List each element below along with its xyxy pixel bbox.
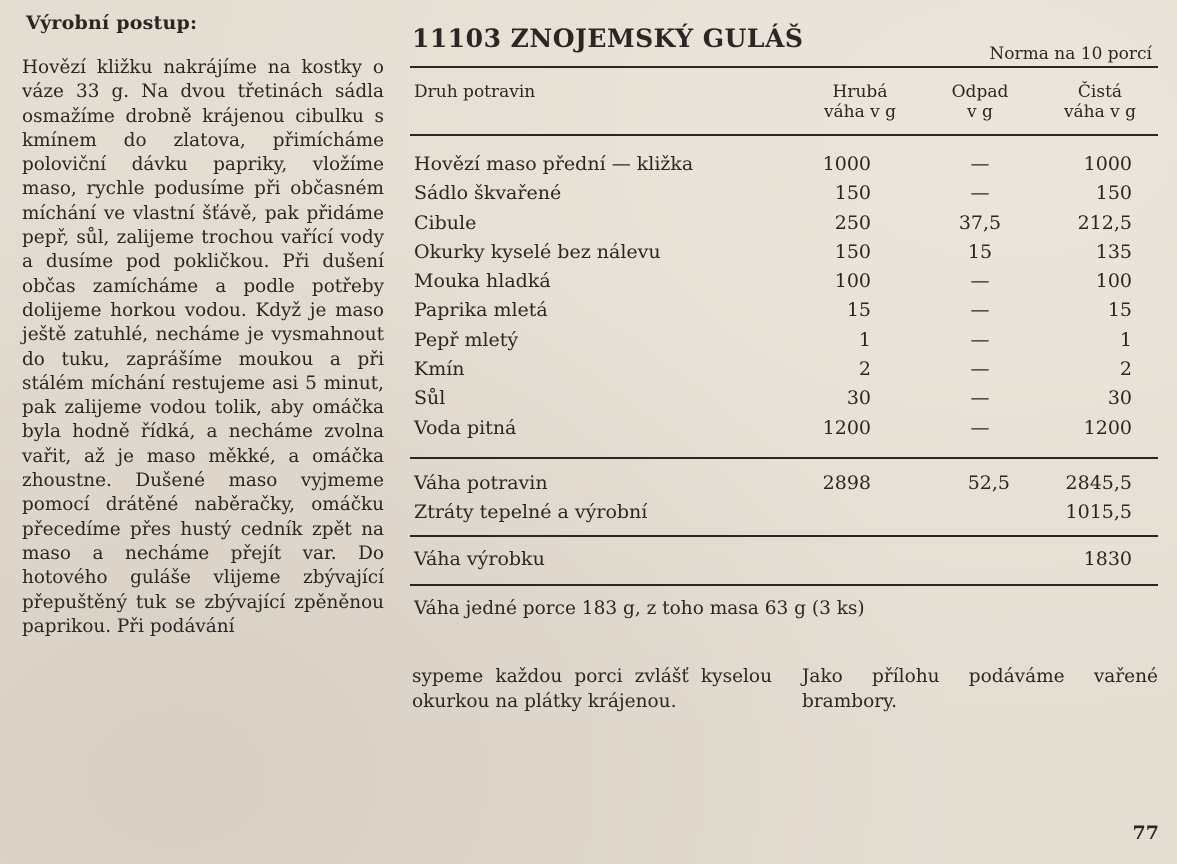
net-value: 212,5 xyxy=(1077,211,1132,234)
spacer xyxy=(410,527,1158,535)
gross-value: 1200 xyxy=(822,416,871,439)
header-net-line1: Čistá xyxy=(1077,82,1123,102)
spacer xyxy=(410,443,1158,457)
waste-value: — xyxy=(970,328,990,351)
gross-value: 30 xyxy=(846,387,871,410)
ingredient-name: Cibule xyxy=(414,211,477,234)
table-row xyxy=(410,267,1158,296)
ingredient-name: Hovězí maso přední — kližka xyxy=(414,153,694,175)
weight-ingredients-gross: 2898 xyxy=(822,471,871,494)
table-row xyxy=(410,384,1158,413)
net-value: 135 xyxy=(1095,240,1132,263)
table-row xyxy=(410,150,1158,179)
header-ingredient: Druh potravin xyxy=(414,82,536,102)
portion-weight: Váha jedné porce 183 g, z toho masa 63 g (3 ks) xyxy=(414,597,865,619)
net-value: 30 xyxy=(1107,387,1132,410)
table-row xyxy=(410,238,1158,267)
gross-value: 15 xyxy=(846,299,871,322)
losses-row xyxy=(410,498,1158,527)
portion-norm: Norma na 10 porcí xyxy=(989,44,1152,64)
waste-value: 15 xyxy=(967,240,993,263)
spacer xyxy=(410,537,1158,545)
gross-value: 2 xyxy=(858,358,871,381)
table-row xyxy=(410,414,1158,443)
net-value: 1 xyxy=(1119,328,1132,351)
table-row xyxy=(410,296,1158,325)
ingredient-name: Kmín xyxy=(414,358,465,381)
waste-value: 37,5 xyxy=(958,211,1002,234)
waste-value: — xyxy=(970,387,990,410)
waste-value: — xyxy=(970,182,990,205)
weight-ingredients-net: 2845,5 xyxy=(1065,471,1132,494)
net-value: 15 xyxy=(1107,299,1132,322)
ingredient-rows xyxy=(410,136,1158,443)
ingredient-name: Voda pitná xyxy=(414,416,517,439)
continuation-col1: sypeme každou porci zvlášť kyselou okurkou na plátky krájenou. xyxy=(412,666,772,712)
gross-value: 150 xyxy=(834,240,871,263)
header-waste-line1: Odpad xyxy=(951,82,1009,102)
waste-value: — xyxy=(970,153,990,175)
table-row xyxy=(410,209,1158,238)
header-waste-line2: v g xyxy=(967,102,993,122)
losses-net: 1015,5 xyxy=(1065,500,1132,523)
net-value: 1000 xyxy=(1083,153,1132,175)
header-net-line2: váha v g xyxy=(1063,102,1137,122)
net-value: 1200 xyxy=(1083,416,1132,439)
net-value: 100 xyxy=(1095,270,1132,293)
table-row xyxy=(410,179,1158,208)
losses-label: Ztráty tepelné a výrobní xyxy=(414,500,648,523)
recipe-title: 11103 ZNOJEMSKÝ GULÁŠ xyxy=(412,24,804,53)
continuation-col2: Jako přílohu podáváme vařené brambory. xyxy=(802,666,1158,712)
net-value: 150 xyxy=(1095,182,1132,205)
net-value: 2 xyxy=(1119,358,1132,381)
gross-value: 1 xyxy=(858,328,871,351)
header-waste xyxy=(930,82,1030,122)
header-net xyxy=(1050,82,1150,122)
product-weight-net: 1830 xyxy=(1083,547,1132,570)
weight-ingredients-waste: 52,5 xyxy=(967,471,1010,494)
ingredient-name: Paprika mletá xyxy=(414,299,548,322)
gross-value: 150 xyxy=(834,182,871,205)
title-row xyxy=(410,18,1158,66)
ingredient-name: Sůl xyxy=(414,387,446,410)
waste-value: — xyxy=(970,416,990,439)
table-header xyxy=(410,68,1158,134)
header-gross-line1: Hrubá xyxy=(832,82,888,102)
procedure-text: Hovězí kližku nakrájíme na kostky o váze 33 g. Na dvou třetinách sádla osmažíme drobně krájenou cibulku s kmínem do zlatova, přimícháme poloviční dávku papriky, vložíme maso, rychle podusíme při občasném míchání ve vlastní šťávě, pak přidáme pepř, sůl, zalijeme trochou vařící vody a dusíme pod pokličkou. Při dušení občas zamícháme a podle potřeby dolijeme horkou vodou. Když je maso ještě zatuhlé, necháme je vysmahnout do tuku, zaprášíme moukou a při stálém míchání restujeme asi 5 minut, pak zalijeme vodou tolik, aby omáčka byla hodně řídká, a necháme zvolna vařit, až je maso měkké, a omáčka zhoustne. Dušené maso vyjmeme pomocí drátěné naběračky, omáčku přecedíme přes hustý cedník zpět na maso a necháme přejít var. Do hotového guláše vlijeme zbývající přepuštěný tuk se zbývající zpěněnou paprikou. Při podávání xyxy=(22,57,390,637)
gross-value: 250 xyxy=(834,211,871,234)
spacer xyxy=(410,459,1158,469)
ingredient-name: Mouka hladká xyxy=(414,270,551,293)
gross-value: 1000 xyxy=(822,153,871,175)
header-gross-line2: váha v g xyxy=(823,102,897,122)
waste-value: — xyxy=(970,270,990,293)
ingredient-name: Okurky kyselé bez nálevu xyxy=(414,240,661,263)
gross-value: 100 xyxy=(834,270,871,293)
ingredient-name: Sádlo škvařené xyxy=(414,182,562,205)
procedure-column xyxy=(22,12,390,639)
procedure-heading: Výrobní postup: xyxy=(26,12,198,34)
weight-ingredients-row xyxy=(410,469,1158,498)
spacer xyxy=(410,574,1158,584)
product-weight-label: Váha výrobku xyxy=(414,547,545,570)
waste-value: — xyxy=(970,299,990,322)
table-row xyxy=(410,355,1158,384)
table-row xyxy=(410,326,1158,355)
weight-ingredients-label: Váha potravin xyxy=(414,471,548,494)
recipe-card xyxy=(410,18,1158,626)
product-weight-row xyxy=(410,545,1158,574)
page-number: 77 xyxy=(1132,822,1159,844)
ingredient-name: Pepř mletý xyxy=(414,328,519,351)
header-gross xyxy=(805,82,915,122)
waste-value: — xyxy=(970,358,990,381)
